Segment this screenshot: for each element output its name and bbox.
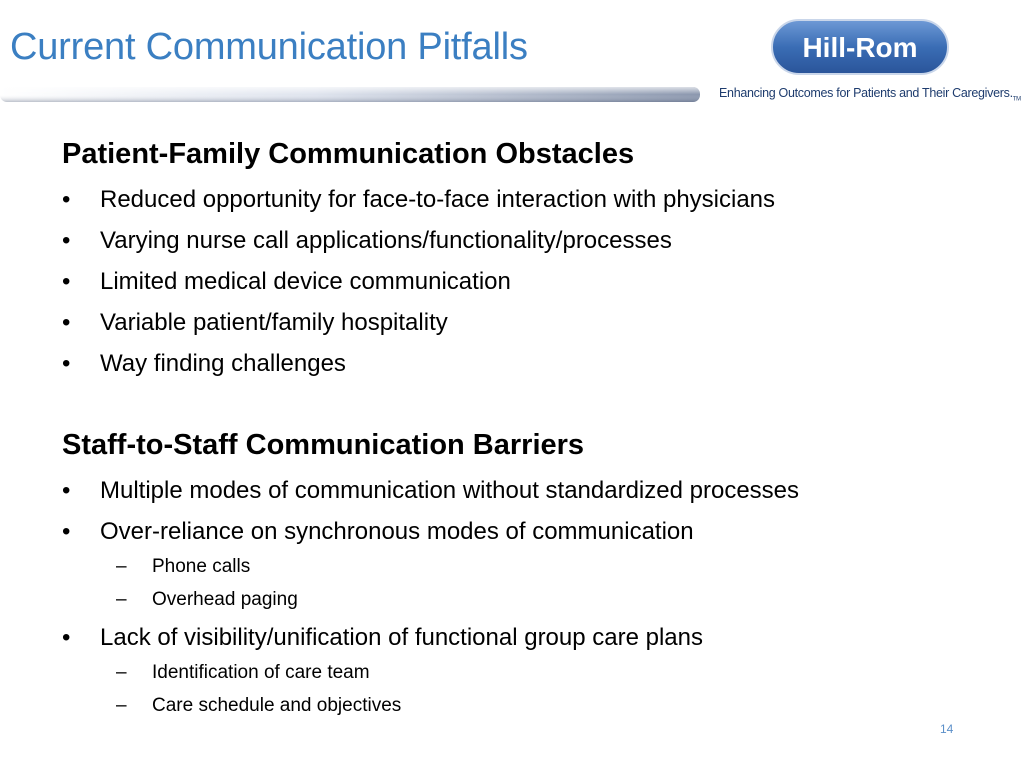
bullet-marker: •	[62, 227, 71, 254]
sub-bullet-text: Phone calls	[152, 556, 251, 577]
dash-marker: –	[116, 662, 127, 683]
bullet-text: Lack of visibility/unification of functional group care plans	[100, 624, 703, 651]
bullet-text: Way finding challenges	[100, 350, 346, 377]
bullet-text: Over-reliance on synchronous modes of communication	[100, 518, 694, 545]
bullet-text: Multiple modes of communication without standardized processes	[100, 477, 800, 504]
bullet-text: Variable patient/family hospitality	[100, 309, 448, 336]
hill-rom-logo	[770, 18, 950, 76]
bullet-text: Limited medical device communication	[100, 268, 511, 295]
bullet-marker: •	[62, 624, 71, 651]
section-heading-patient-family: Patient-Family Communication Obstacles	[62, 138, 635, 170]
section-heading-staff-to-staff: Staff-to-Staff Communication Barriers	[62, 429, 585, 461]
bullet-text: Reduced opportunity for face-to-face interaction with physicians	[100, 186, 776, 213]
slide-title: Current Communication Pitfalls	[10, 26, 528, 68]
bullet-marker: •	[62, 309, 71, 336]
sub-bullet-text: Overhead paging	[152, 589, 298, 610]
logo-wordmark: Hill-Rom	[802, 32, 918, 63]
dash-marker: –	[116, 695, 127, 716]
bullet-marker: •	[62, 477, 71, 504]
dash-marker: –	[116, 556, 127, 577]
trademark-mark: TM	[1012, 96, 1021, 103]
sub-bullet-text: Identification of care team	[152, 662, 370, 683]
page-number: 14	[940, 722, 954, 736]
bullet-marker: •	[62, 518, 71, 545]
title-underline-bar	[0, 84, 706, 106]
logo-tagline	[719, 86, 1021, 103]
tagline-text: Enhancing Outcomes for Patients and Their Caregivers.	[719, 86, 1013, 100]
sub-bullet-text: Care schedule and objectives	[152, 695, 402, 716]
bullet-marker: •	[62, 268, 71, 295]
dash-marker: –	[116, 589, 127, 610]
bullet-text: Varying nurse call applications/functionality/processes	[100, 227, 672, 254]
bullet-marker: •	[62, 350, 71, 377]
bullet-marker: •	[62, 186, 71, 213]
